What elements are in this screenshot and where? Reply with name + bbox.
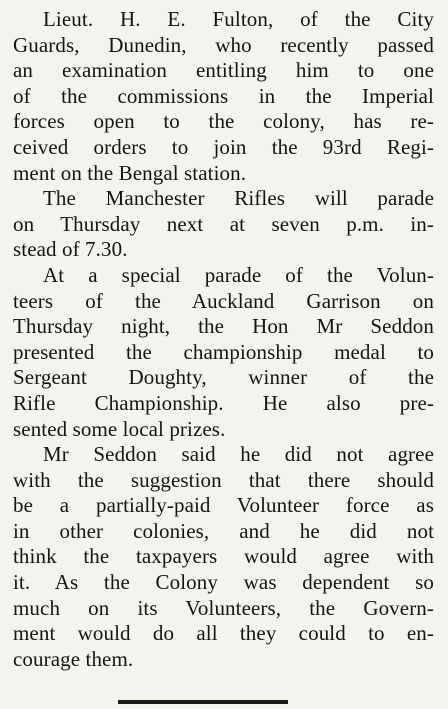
- paragraph-auckland-parade: [13, 263, 434, 442]
- text-line: be a partially-paid Volunteer force as: [13, 493, 434, 518]
- text-line: The Manchester Rifles will parade: [43, 186, 434, 211]
- column-divider-rule: [118, 700, 288, 704]
- paragraph-manchester-rifles: [13, 186, 434, 263]
- text-line: in other colonies, and he did not: [13, 518, 434, 543]
- text-line: an examination entitling him to one: [13, 58, 434, 83]
- text-line: Thursday night, the Hon Mr Seddon: [13, 314, 434, 339]
- text-line: Mr Seddon said he did not agree: [43, 442, 434, 467]
- text-line: stead of 7.30.: [13, 237, 128, 262]
- text-line: Lieut. H. E. Fulton, of the City: [43, 7, 434, 31]
- text-line: presented the championship medal to: [13, 339, 434, 364]
- text-line: it. As the Colony was dependent so: [13, 570, 434, 595]
- text-line: sented some local prizes.: [13, 416, 226, 441]
- text-line: Guards, Dunedin, who recently passed: [13, 32, 434, 57]
- text-line: ment would do all they could to en-: [13, 621, 434, 646]
- text-line: Rifle Championship. He also pre-: [13, 390, 434, 415]
- paragraph-seddon-remarks: [13, 442, 434, 672]
- text-line: of the commissions in the Imperial: [13, 83, 434, 108]
- text-line: much on its Volunteers, the Govern-: [13, 595, 434, 620]
- text-line: think the taxpayers would agree with: [13, 544, 434, 569]
- text-line: At a special parade of the Volun-: [43, 262, 434, 287]
- text-line: ceived orders to join the 93rd Regi-: [13, 134, 434, 159]
- text-line: courage them.: [13, 646, 134, 671]
- text-line: ment on the Bengal station.: [13, 160, 247, 185]
- paragraph-fulton: [13, 7, 434, 186]
- text-line: on Thursday next at seven p.m. in-: [13, 211, 434, 236]
- text-line: teers of the Auckland Garrison on: [13, 288, 434, 313]
- text-line: Sergeant Doughty, winner of the: [13, 365, 434, 390]
- text-line: with the suggestion that there should: [13, 467, 434, 492]
- text-line: forces open to the colony, has re-: [13, 109, 434, 134]
